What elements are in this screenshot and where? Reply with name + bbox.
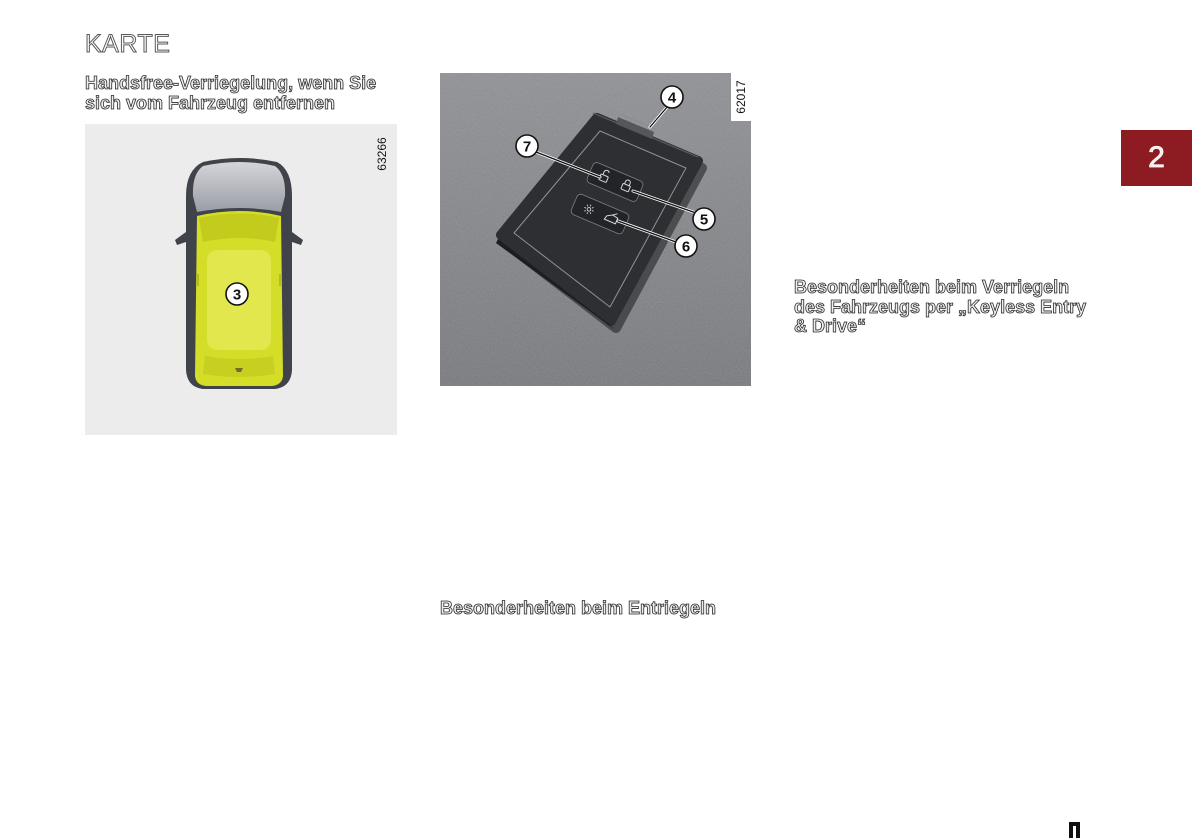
callout-label: 6 (681, 238, 691, 256)
right-mirror (292, 232, 303, 245)
callout-6 (675, 235, 697, 257)
car-hood (193, 162, 285, 212)
callout-5 (693, 208, 715, 230)
heading-line: & Drive“ (794, 316, 867, 336)
heading-handsfree-locking (85, 74, 376, 113)
callout-label: 7 (522, 138, 532, 156)
heading-line: Besonderheiten beim Entriegeln (440, 598, 717, 618)
figure-key-card (440, 73, 751, 386)
callout-3 (226, 283, 248, 305)
rear-window (203, 356, 275, 377)
callout-label: 5 (699, 211, 709, 229)
page-marker-icon (1069, 822, 1080, 838)
figure-reference: 63266 (375, 137, 389, 171)
heading-line: sich vom Fahrzeug entfernen (85, 92, 336, 113)
page-title: KARTE (85, 30, 171, 58)
heading-line: Besonderheiten beim Verriegeln (794, 277, 1070, 297)
callout-7 (516, 135, 538, 157)
heading-line: Handsfree-Verriegelung, wenn Sie (85, 73, 377, 93)
figure-reference: 62017 (734, 80, 748, 114)
heading-keyless-locking-specifics (794, 278, 1086, 337)
car-top-view-icon (85, 124, 397, 435)
callout-label: 3 (232, 286, 242, 304)
callout-4 (661, 86, 683, 108)
windshield (199, 214, 279, 243)
heading-line: des Fahrzeugs per „Keyless Entry (794, 296, 1087, 317)
heading-unlocking-specifics (440, 599, 716, 619)
left-mirror (175, 232, 186, 245)
callout-label: 4 (667, 89, 677, 107)
key-card-icon (440, 73, 751, 386)
figure-car-top-view (85, 124, 397, 435)
chapter-tab[interactable]: 2 (1121, 130, 1192, 186)
